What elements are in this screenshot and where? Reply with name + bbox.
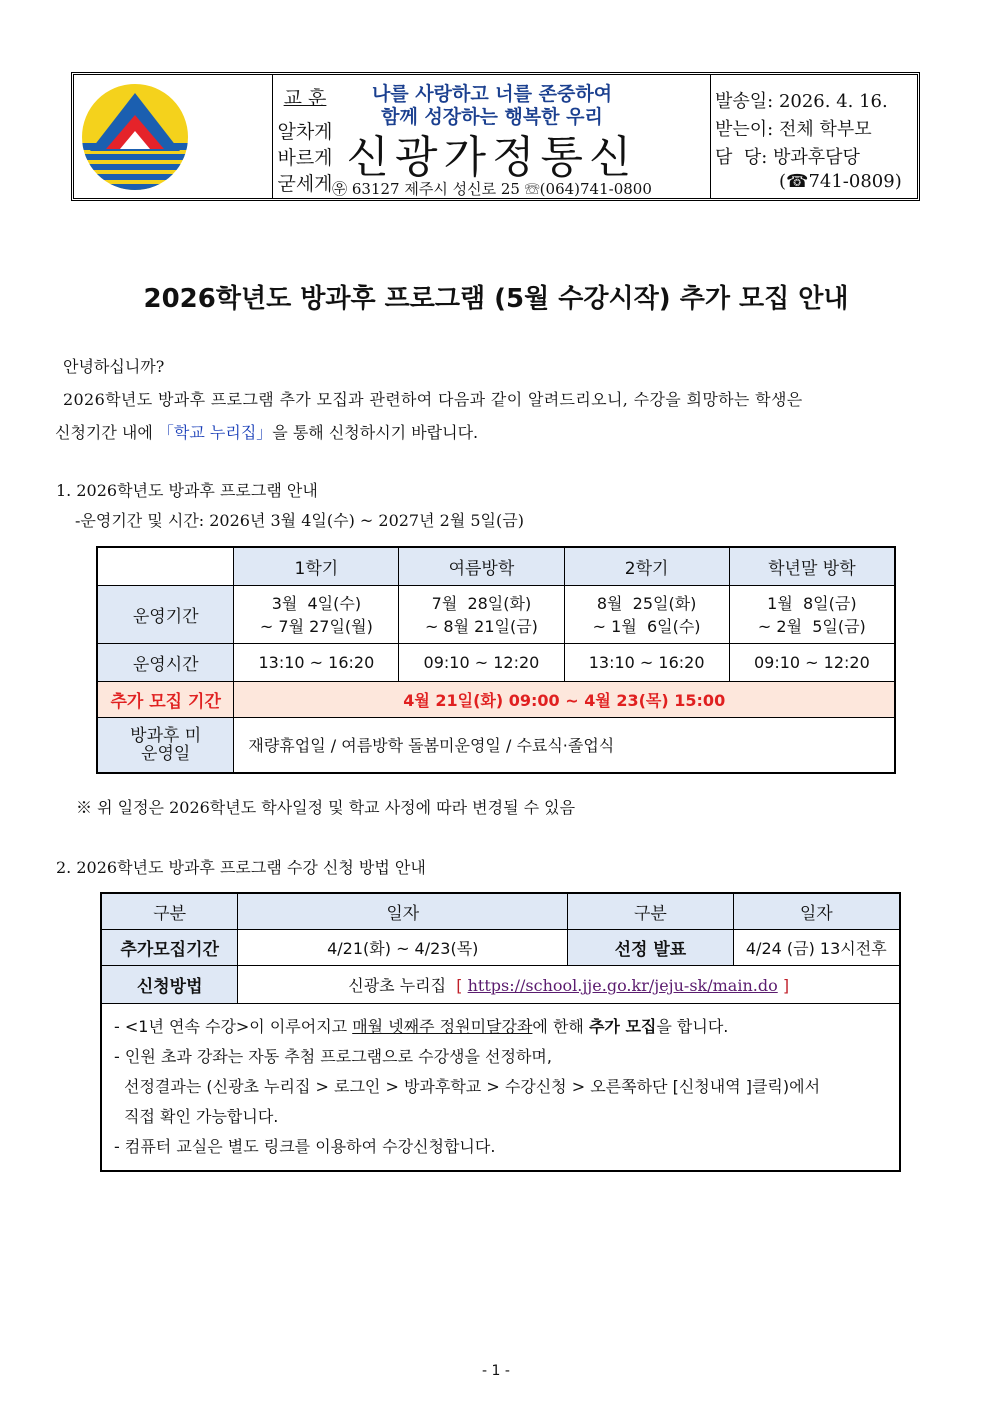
time-cell: 13:10 ~ 16:20 xyxy=(564,643,729,681)
time-cell: 09:10 ~ 12:20 xyxy=(399,643,564,681)
manager-phone: (☎741-0809) xyxy=(779,171,902,192)
period-start: 3월 4일(수) xyxy=(271,594,362,613)
note-line: 선정결과는 (신광초 누리집 > 로그인 > 방과후학교 > 수강신청 > 오른쪽하단 [신청내역 ]클릭)에서 xyxy=(124,1076,821,1096)
recipient: 받는이: 전체 학부모 xyxy=(715,119,872,140)
method-cell xyxy=(238,965,900,1003)
period-cell xyxy=(399,585,564,643)
divider xyxy=(272,75,273,198)
column-header: 일자 xyxy=(238,893,568,929)
row-header: 운영시간 xyxy=(97,643,234,681)
note-line: 직접 확인 가능합니다. xyxy=(124,1106,279,1126)
period-start: 8월 25일(화) xyxy=(596,594,697,613)
section2-heading: 2. 2026학년도 방과후 프로그램 수강 신청 방법 안내 xyxy=(56,858,426,877)
newsletter-title: 신광가정통신 xyxy=(346,132,638,183)
slogan-line: 나를 사랑하고 너를 존중하여 xyxy=(371,83,613,105)
recruit-dates: 4/21(화) ~ 4/23(목) xyxy=(238,929,568,965)
greeting: 안녕하십니까? xyxy=(63,357,165,376)
time-cell: 09:10 ~ 12:20 xyxy=(729,643,895,681)
column-header: 구분 xyxy=(101,893,238,929)
period-cell xyxy=(729,585,895,643)
period-end: ~ 1월 6일(수) xyxy=(592,617,701,636)
recruit-period-label: 추가 모집 기간 xyxy=(97,681,234,717)
period-start: 7월 28일(화) xyxy=(431,594,532,613)
row-header: 신청방법 xyxy=(101,965,238,1003)
row-header: 추가모집기간 xyxy=(101,929,238,965)
column-header: 1학기 xyxy=(234,547,399,585)
motto-line: 알차게 xyxy=(277,121,333,143)
school-site-link[interactable]: 「학교 누리집」 xyxy=(157,423,273,442)
application-table xyxy=(100,892,901,1172)
application-notes xyxy=(101,1003,900,1171)
period-end: ~ 8월 21일(금) xyxy=(424,617,538,636)
school-address: ㉾ 63127 제주시 성신로 25 ☏(064)741-0800 xyxy=(332,180,652,198)
header-center xyxy=(276,75,708,198)
motto-line: 굳세게 xyxy=(277,173,333,195)
school-url-link[interactable]: https://school.jje.go.kr/jeju-sk/main.do xyxy=(467,975,778,995)
announce-date: 4/24 (금) 13시전후 xyxy=(733,929,900,965)
newsletter-header xyxy=(71,72,920,201)
intro-line: 2026학년도 방과후 프로그램 추가 모집과 관련하여 다음과 같이 알려드리오니, 수강을 희망하는 학생은 xyxy=(63,390,803,409)
period-end: ~ 7월 27일(월) xyxy=(259,617,373,636)
manager: 담 당: 방과후담당 xyxy=(715,147,860,168)
period-start: 1월 8일(금) xyxy=(767,594,857,613)
column-header: 여름방학 xyxy=(399,547,564,585)
note-line: - 컴퓨터 교실은 별도 링크를 이용하여 수강신청합니다. xyxy=(114,1136,496,1156)
intro-text: 을 통해 신청하시기 바랍니다. xyxy=(272,423,479,442)
row-header xyxy=(97,717,234,773)
period-end: ~ 2월 5일(금) xyxy=(757,617,866,636)
note-text: 을 합니다. xyxy=(656,1016,729,1036)
method-site: 신광초 누리집 xyxy=(348,975,447,995)
note-line xyxy=(114,1012,887,1042)
period-cell xyxy=(234,585,399,643)
closed-label: 방과후 미 xyxy=(130,725,202,746)
section1-heading: 1. 2026학년도 방과후 프로그램 안내 xyxy=(56,481,318,500)
note-text: - <1년 연속 수강>이 이루어지고 xyxy=(114,1016,353,1036)
note-text: 에 한해 xyxy=(532,1016,589,1036)
time-cell: 13:10 ~ 16:20 xyxy=(234,643,399,681)
send-date: 발송일: 2026. 4. 16. xyxy=(715,91,888,112)
recruit-period-value: 4월 21일(화) 09:00 ~ 4월 23(목) 15:00 xyxy=(234,681,895,717)
divider xyxy=(710,75,711,198)
intro-text: 신청기간 내에 xyxy=(55,423,158,442)
schedule-table xyxy=(96,546,896,774)
note-text: 추가 모집 xyxy=(588,1016,657,1036)
column-header: 일자 xyxy=(733,893,900,929)
row-header: 운영기간 xyxy=(97,585,234,643)
school-logo-icon xyxy=(80,81,190,193)
row-header: 선정 발표 xyxy=(568,929,733,965)
slogan-line: 함께 성장하는 행복한 우리 xyxy=(381,106,603,128)
note-text: 매월 넷째주 정원미달강좌 xyxy=(352,1016,533,1036)
closed-days: 재량휴업일 / 여름방학 돌봄미운영일 / 수료식·졸업식 xyxy=(234,717,895,773)
period-cell xyxy=(564,585,729,643)
intro-line xyxy=(55,420,478,443)
note-line: - 인원 초과 강좌는 자동 추첨 프로그램으로 수강생을 선정하며, xyxy=(114,1046,552,1066)
document-title: 2026학년도 방과후 프로그램 (5월 수강시작) 추가 모집 안내 xyxy=(143,284,849,314)
column-header: 2학기 xyxy=(564,547,729,585)
closed-label: 운영일 xyxy=(141,743,191,764)
bracket: [ xyxy=(456,975,463,995)
bracket: ] xyxy=(782,975,790,995)
column-header: 학년말 방학 xyxy=(729,547,895,585)
table-corner xyxy=(97,547,234,585)
schedule-note: ※ 위 일정은 2026학년도 학사일정 및 학교 사정에 따라 변경될 수 있음 xyxy=(76,798,576,817)
operation-period: -운영기간 및 시간: 2026년 3월 4일(수) ~ 2027년 2월 5일(금) xyxy=(75,511,524,530)
motto-title: 교 훈 xyxy=(283,87,327,109)
send-info xyxy=(715,75,915,198)
column-header: 구분 xyxy=(568,893,733,929)
motto-line: 바르게 xyxy=(277,147,333,169)
page-number: - 1 - xyxy=(482,1363,510,1379)
